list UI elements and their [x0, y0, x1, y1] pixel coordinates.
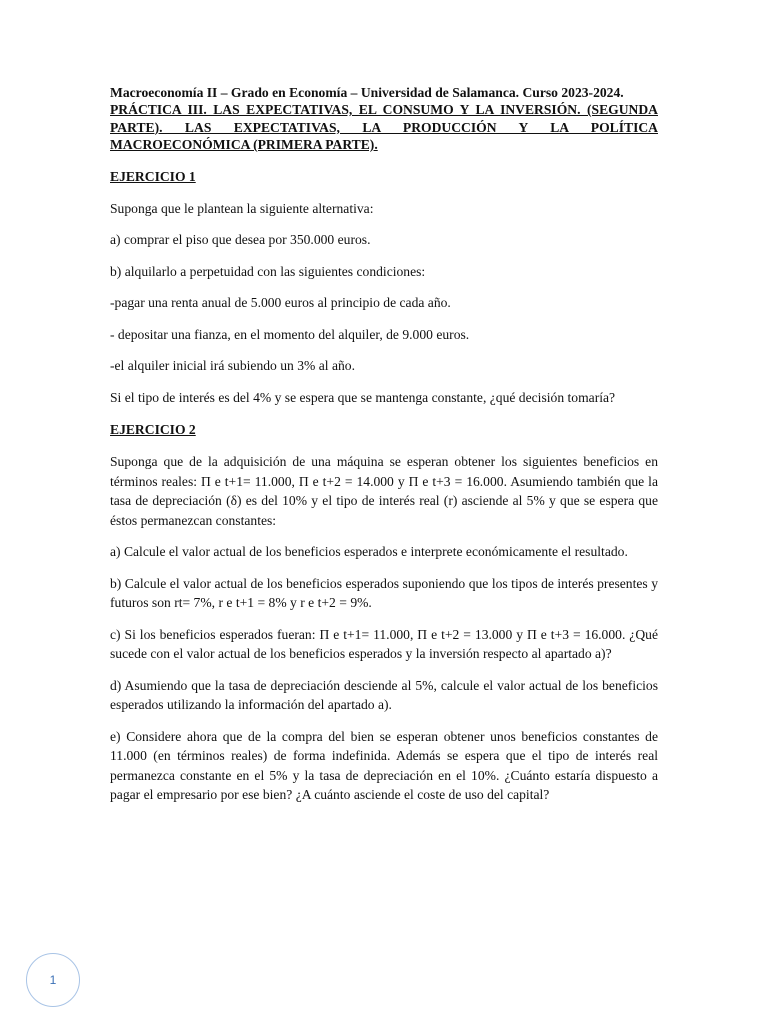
exercise-1-paragraph: b) alquilarlo a perpetuidad con las siguientes condiciones: [110, 263, 426, 279]
exercise-1-heading: EJERCICIO 1 [110, 168, 196, 184]
exercise-1-question: Si el tipo de interés es del 4% y se espera que se mantenga constante, ¿qué decisión tomaría? [110, 389, 616, 405]
page-number-badge [26, 953, 80, 1007]
exercise-2-part-c: c) Si los beneficios esperados fueran: Π e t+1= 11.000, Π e t+2 = 13.000 y Π e t+3 = 16.000. ¿Qué sucede con el valor actual de los beneficios esperados y la inversión respecto al apartado a)? [110, 626, 658, 661]
course-header: Macroeconomía II – Grado en Economía – Universidad de Salamanca. Curso 2023-2024. [110, 85, 624, 100]
exercise-2-part-b: b) Calcule el valor actual de los beneficios esperados suponiendo que los tipos de interés presentes y futuros son rt= 7%, r e t+1 = 8% y r e t+2 = 9%. [110, 575, 658, 610]
exercise-1-paragraph: a) comprar el piso que desea por 350.000 euros. [110, 232, 371, 247]
exercise-2-statement: Suponga que de la adquisición de una máquina se esperan obtener los siguientes beneficios en términos reales: Π e t+1= 11.000, Π e t+2 = 14.000 y Π e t+3 = 16.000. Asumiendo también que la tasa de depreciación (δ) es del 10% y el tipo de interés real (r) asciende al 5% y que se espera que éstos permanezcan constantes: [110, 454, 658, 528]
exercise-1-paragraph: Suponga que le plantean la siguiente alternativa: [110, 200, 374, 216]
page-number: 1 [49, 973, 57, 987]
exercise-2-part-a: a) Calcule el valor actual de los beneficios esperados e interprete económicamente el resultado. [110, 544, 628, 559]
practice-title: PRÁCTICA III. LAS EXPECTATIVAS, EL CONSUMO Y LA INVERSIÓN. (SEGUNDA PARTE). LAS EXPECTATIVAS, LA PRODUCCIÓN Y LA POLÍTICA MACROECONÓMICA (PRIMERA PARTE). [110, 102, 658, 152]
exercise-1-paragraph: - depositar una fianza, en el momento del alquiler, de 9.000 euros. [110, 326, 470, 342]
document-body [110, 84, 658, 805]
exercise-2-part-d: d) Asumiendo que la tasa de depreciación desciende al 5%, calcule el valor actual de los beneficios esperados utilizando la información del apartado a). [110, 677, 658, 712]
exercise-1-paragraph: -pagar una renta anual de 5.000 euros al principio de cada año. [110, 295, 451, 310]
exercise-2-heading: EJERCICIO 2 [110, 422, 196, 437]
exercise-1-paragraph: -el alquiler inicial irá subiendo un 3% al año. [110, 358, 355, 373]
exercise-2-part-e: e) Considere ahora que de la compra del bien se esperan obtener unos beneficios constantes de 11.000 (en términos reales) de forma indefinida. Además se espera que el tipo de interés real permanezca constante en el 5% y la tasa de depreciación en el 10%. ¿Cuánto estaría dispuesto a pagar el empresario por ese bien? ¿A cuánto asciende el coste de uso del capital? [110, 728, 658, 802]
